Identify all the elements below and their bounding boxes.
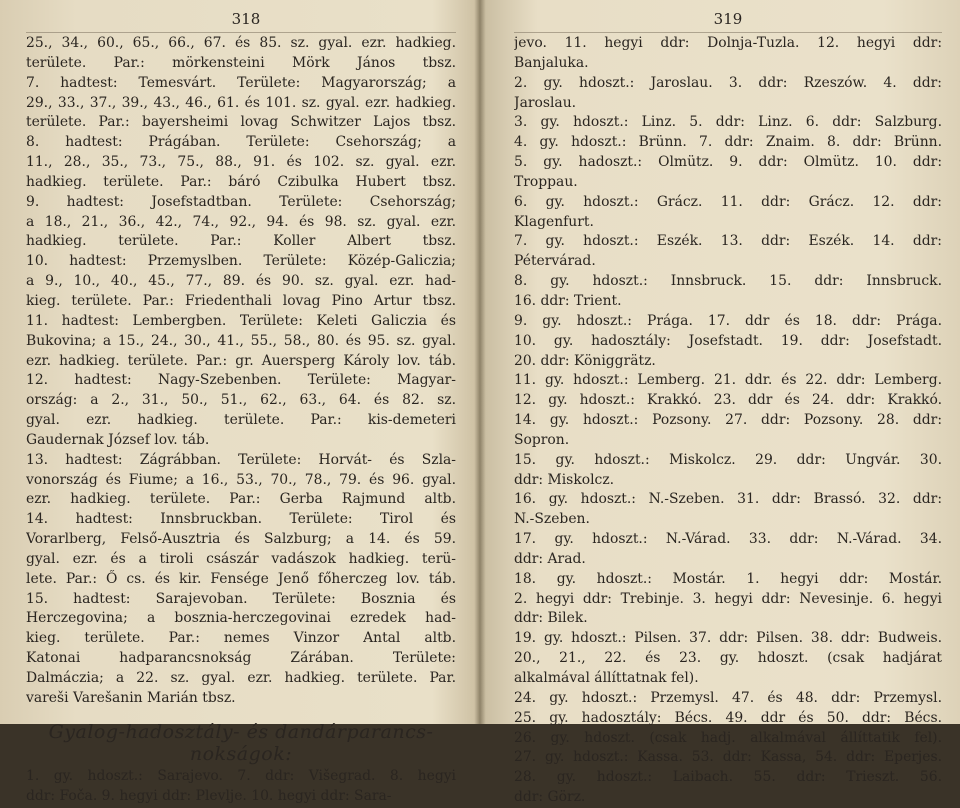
text-line: területe. Par.: bayersheimi lovag Schwitzer Lajos tbsz. [26,114,456,131]
text-line: vonország és Fiume; a 16., 53., 70., 78., 79. és 96. gyal. [26,471,456,488]
text-line: Klagenfurt. [514,213,594,230]
text-line: Herczegovina; a bosznia-herczegovinai ezredek had- [26,610,456,627]
text-line: területe. Par.: mörkensteini Mörk János tbsz. [26,54,456,71]
text-line: 5. gy. hadoszt.: Olmütz. 9. ddr: Olmütz. 10. ddr: [514,154,942,171]
text-line: Troppau. [514,173,578,190]
text-line: 9. gy. hdoszt.: Prága. 17. ddr és 18. ddr: Prága. [514,312,942,329]
text-line: vareši Varešanin Marián tbsz. [26,689,236,706]
text-line: gyal. ezr. és a tiroli császár vadászok hadkieg. terü- [26,550,456,567]
right-page-text [514,34,942,808]
text-line: ddr: Arad. [514,550,586,567]
text-line: 24. gy. hdoszt.: Przemysl. 47. és 48. ddr: Przemysl. [514,689,942,706]
left-page [0,0,478,804]
text-line: 26. gy. hdoszt. (csak hadj. alkalmával állíttatik fel). [514,729,942,746]
text-line: Sopron. [514,431,570,448]
right-page [484,0,960,806]
text-line: 7. hadtest: Temesvárt. Területe: Magyarország; a [26,74,456,91]
text-line: Jaroslau. [514,94,577,111]
text-line: ddr: Foča. 9. hegyi ddr: Plevlje. 10. hegyi ddr: Sara- [26,787,392,804]
text-line: 11. hadtest: Lembergben. Területe: Keleti Galiczia és [26,312,456,329]
text-line: 9. hadtest: Josefstadtban. Területe: Csehország; [26,193,456,210]
text-line: 25. gy. hadosztály: Bécs. 49. ddr és 50. ddr: Bécs. [514,709,942,726]
text-line: 16. ddr: Trient. [514,292,622,309]
text-line: jevo. 11. hegyi ddr: Dolnja-Tuzla. 12. hegyi ddr: [514,35,942,51]
text-line: lete. Par.: Ő cs. és kir. Fensége Jenő főherczeg lov. táb. [26,570,456,587]
text-line: 12. gy. hdoszt.: Krakkó. 23. ddr és 24. ddr: Krakkó. [514,392,942,409]
text-line: 4. gy. hdoszt.: Brünn. 7. ddr: Znaim. 8. ddr: Brünn. [514,134,942,151]
text-line: hadkieg. területe. Par.: Koller Albert tbsz. [26,233,456,250]
text-line: 11., 28., 35., 73., 75., 88., 91. és 102. sz. gyal. ezr. [26,154,456,171]
text-line: 14. hadtest: Innsbruckban. Területe: Tirol és [26,511,456,528]
text-line: 27. gy. hdoszt.: Kassa. 53. ddr: Kassa, 54. ddr: Eperjes. [514,749,942,766]
text-line: Katonai hadparancsnokság Zárában. Területe: [26,650,456,667]
page-number-right: 319 [713,10,743,28]
text-line: alkalmával állíttatnak fel). [514,670,699,686]
text-line: 10. hadtest: Przemyslben. Területe: Közép-Galiczia; [26,253,456,270]
text-line: 28. gy. hdoszt.: Laibach. 55. ddr: Trieszt. 56. [514,769,942,786]
text-line: 19. gy. hdoszt.: Pilsen. 37. ddr: Pilsen. 38. ddr: Budweis. [514,630,942,647]
header-rule-left [26,32,456,33]
text-line: 17. gy. hdoszt.: N.-Várad. 33. ddr: N.-Várad. 34. [514,531,942,548]
text-line: 3. gy. hdoszt.: Linz. 5. ddr: Linz. 6. ddr: Salzburg. [514,114,942,131]
text-line: gyal. ezr. hadkieg. területe. Par.: kis-demeteri [26,412,456,429]
text-line: Bukovina; a 15., 24., 30., 41., 55., 58., 80. és 95. sz. gyal. [26,332,456,349]
text-line: 16. gy. hdoszt.: N.-Szeben. 31. ddr: Brassó. 32. ddr: [514,491,942,508]
text-line: 29., 33., 37., 39., 43., 46., 61. és 101. sz. gyal. ezr. hadkieg. [26,94,456,111]
text-line: kieg. területe. Par.: nemes Vinzor Antal altb. [26,630,456,647]
text-line: 1. gy. hdoszt.: Sarajevo. 7. ddr: Višegrad. 8. hegyi [26,767,456,784]
text-line: 11. gy. hdoszt.: Lemberg. 21. ddr. és 22. ddr: Lemberg. [514,372,942,389]
text-line: 2. gy. hdoszt.: Jaroslau. 3. ddr: Rzeszów. 4. ddr: [514,74,942,91]
text-line: ezr. hadkieg. területe. Par.: Gerba Rajmund altb. [26,491,456,508]
text-line: a 18., 21., 36., 42., 74., 92., 94. és 98. sz. gyal. ezr. [26,213,456,230]
text-line: 7. gy. hdoszt.: Eszék. 13. ddr: Eszék. 14. ddr: [514,233,942,250]
text-line: 10. gy. hadosztály: Josefstadt. 19. ddr: Josefstadt. [514,332,942,349]
left-page-text [26,34,456,709]
text-line: 13. hadtest: Zágrábban. Területe: Horvát- és Szla- [26,451,456,468]
text-line: 15. hadtest: Sarajevoban. Területe: Bosznia és [26,590,456,607]
left-page-text-after-heading [26,767,456,807]
text-line: 15. gy. hdoszt.: Miskolcz. 29. ddr: Ungvár. 30. [514,451,942,468]
section-heading-line-2: nokságok: [189,742,293,765]
text-line: 20. ddr: Königgrätz. [514,352,656,369]
text-line: 8. gy. hdoszt.: Innsbruck. 15. ddr: Innsbruck. [514,273,942,290]
text-line: 14. gy. hdoszt.: Pozsony. 27. ddr: Pozsony. 28. ddr: [514,412,942,429]
section-heading [26,721,456,765]
text-line: 6. gy. hdoszt.: Grácz. 11. ddr: Grácz. 12. ddr: [514,193,942,210]
text-line: ezr. hadkieg. területe. Par.: gr. Auersperg Károly lov. táb. [26,352,456,369]
text-line: Vorarlberg, Felső-Ausztria és Salzburg; a 14. és 59. [26,531,456,548]
text-line: hadkieg. területe. Par.: báró Czibulka Hubert tbsz. [26,173,456,190]
text-line: kieg. területe. Par.: Friedenthali lovag Pino Artur tbsz. [26,292,456,309]
text-line: Pétervárad. [514,253,596,270]
text-line: ország: a 2., 31., 50., 51., 62., 63., 64. és 82. sz. [26,392,456,409]
text-line: 18. gy. hdoszt.: Mostár. 1. hegyi ddr: Mostár. [514,570,942,587]
text-line: Banjaluka. [514,54,589,71]
page-number-left: 318 [231,10,261,28]
text-line: 2. hegyi ddr: Trebinje. 3. hegyi ddr: Nevesinje. 6. hegyi [514,590,942,607]
text-line: 8. hadtest: Prágában. Területe: Csehország; a [26,134,456,151]
text-line: 20., 21., 22. és 23. gy. hdoszt. (csak hadjárat [514,650,942,667]
header-rule-right [514,32,942,33]
text-line: Gaudernak József lov. táb. [26,431,210,448]
text-line: 12. hadtest: Nagy-Szebenben. Területe: Magyar- [26,372,456,389]
text-line: ddr: Bilek. [514,610,588,627]
text-line: N.-Szeben. [514,511,590,528]
text-line: ddr: Görz. [514,789,586,806]
text-line: a 9., 10., 40., 45., 77., 89. és 90. sz. gyal. ezr. had- [26,273,456,290]
text-line: 25., 34., 60., 65., 66., 67. és 85. sz. gyal. ezr. hadkieg. [26,35,456,51]
section-heading-line-1: Gyalog-hadosztály- és dandárparancs- [48,720,434,743]
text-line: Dalmáczia; a 22. sz. gyal. ezr. hadkieg. területe. Par. [26,670,456,686]
text-line: ddr: Miskolcz. [514,471,615,488]
